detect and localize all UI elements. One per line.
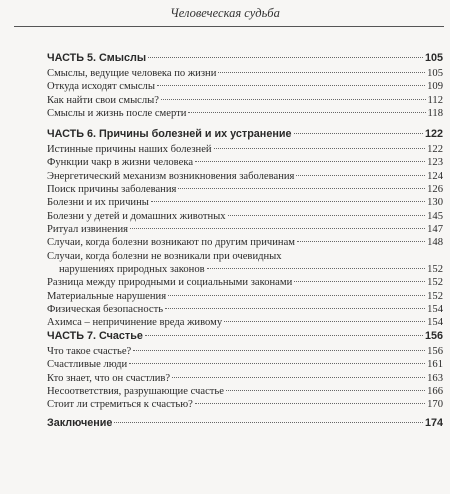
toc-entry xyxy=(47,223,443,236)
toc-entry-title: Кто знает, что он счастлив? xyxy=(47,372,171,384)
toc-entry-page: 124 xyxy=(427,170,443,182)
toc-entry-title: Ахимса – непричинение вреда живому xyxy=(47,317,223,329)
toc-heading-page: 156 xyxy=(424,330,443,342)
toc-entry xyxy=(47,210,443,223)
dot-leader xyxy=(188,112,425,113)
dot-leader xyxy=(195,403,425,404)
toc-heading xyxy=(47,415,443,431)
toc-section-part-5 xyxy=(47,50,443,120)
toc-entry-title: Болезни и их причины xyxy=(47,197,149,209)
toc-section-part-6 xyxy=(47,126,443,330)
toc-heading-title: ЧАСТЬ 5. Смыслы xyxy=(47,52,147,64)
toc-entry-page: 112 xyxy=(427,94,443,106)
running-header: Человеческая судьба xyxy=(170,6,280,20)
toc-entry-title: Смыслы и жизнь после смерти xyxy=(47,108,187,120)
toc-heading-page: 122 xyxy=(424,128,443,140)
dot-leader xyxy=(129,363,425,364)
dot-leader xyxy=(226,390,425,391)
dot-leader xyxy=(195,161,425,162)
toc-entry xyxy=(47,345,443,358)
dot-leader xyxy=(165,308,425,309)
toc-entry-page: 166 xyxy=(427,386,443,398)
dot-leader xyxy=(168,295,425,296)
toc-entry xyxy=(47,156,443,169)
toc-entry-page: 130 xyxy=(427,197,443,209)
dot-leader xyxy=(172,377,425,378)
dot-leader xyxy=(296,175,425,176)
toc-entry xyxy=(47,303,443,316)
toc-entry-page: 148 xyxy=(427,237,443,249)
toc-heading-title: Заключение xyxy=(47,417,113,429)
toc-entry xyxy=(47,94,443,107)
toc-entry-page: 161 xyxy=(427,359,443,371)
toc-entry xyxy=(47,385,443,398)
dot-leader xyxy=(228,215,426,216)
toc-entry-title: Откуда исходят смыслы xyxy=(47,81,155,93)
toc-entry xyxy=(47,398,443,411)
toc-heading-page: 105 xyxy=(424,52,443,64)
toc-entry-continuation xyxy=(47,263,443,276)
toc-heading xyxy=(47,126,443,142)
toc-entry-title: Случаи, когда болезни возникают по другим причинам xyxy=(47,237,295,249)
toc-entry-page: 154 xyxy=(427,317,443,329)
toc-entry xyxy=(47,107,443,120)
dot-leader xyxy=(114,422,423,423)
toc-entry-title: Счастливые люди xyxy=(47,359,128,371)
dot-leader xyxy=(207,268,425,269)
toc-entry xyxy=(47,170,443,183)
toc-entry-title: Стоит ли стремиться к счастью? xyxy=(47,399,193,411)
toc-entry-title: Энергетический механизм возникновения заболевания xyxy=(47,170,295,182)
toc-heading-title: ЧАСТЬ 6. Причины болезней и их устранение xyxy=(47,128,292,140)
toc-entry-page: 170 xyxy=(427,399,443,411)
toc-entry xyxy=(47,250,443,263)
toc-entry-title: Что такое счастье? xyxy=(47,346,132,357)
toc-heading-page: 174 xyxy=(424,417,443,429)
dot-leader xyxy=(133,350,425,351)
toc-entry-title: Физическая безопасность xyxy=(47,304,164,316)
dot-leader xyxy=(224,321,425,322)
toc-entry-page: 152 xyxy=(427,277,443,289)
toc-entry-page: 163 xyxy=(427,372,443,384)
toc-entry-title: Ритуал извинения xyxy=(47,224,129,236)
dot-leader xyxy=(161,99,426,100)
toc-entry-title: Функции чакр в жизни человека xyxy=(47,157,194,169)
dot-leader xyxy=(145,335,423,336)
toc-entry-page: 105 xyxy=(427,68,443,79)
dot-leader xyxy=(178,188,425,189)
toc-section-conclusion xyxy=(47,415,443,431)
dot-leader xyxy=(297,241,425,242)
dot-leader xyxy=(151,201,425,202)
toc-entry-page: 147 xyxy=(427,224,443,236)
toc-entry-page: 123 xyxy=(427,157,443,169)
toc-entry-title: Как найти свои смыслы? xyxy=(47,94,159,106)
toc-heading xyxy=(47,328,443,344)
toc-entry-title: Материальные нарушения xyxy=(47,290,167,302)
toc-entry xyxy=(47,143,443,156)
toc-entry xyxy=(47,67,443,80)
toc-entry xyxy=(47,236,443,249)
toc-entry-title: Случаи, когда болезни не возникали при очевидных xyxy=(47,250,282,262)
toc-entry-page: 118 xyxy=(427,108,443,120)
dot-leader xyxy=(157,85,425,86)
dot-leader xyxy=(294,133,423,134)
toc-entry-page: 154 xyxy=(427,304,443,316)
dot-leader xyxy=(218,72,425,73)
dot-leader xyxy=(130,228,425,229)
toc-entry-title: Поиск причины заболевания xyxy=(47,184,177,196)
toc-entry-page: 152 xyxy=(427,290,443,302)
toc-heading-title: ЧАСТЬ 7. Счастье xyxy=(47,330,143,342)
toc-entry xyxy=(47,80,443,93)
dot-leader xyxy=(148,57,423,58)
toc-entry-page: 152 xyxy=(427,264,443,276)
toc-entry-page: 109 xyxy=(427,81,443,93)
dot-leader xyxy=(294,281,425,282)
header-rule xyxy=(14,26,444,27)
toc-entry-page: 126 xyxy=(427,184,443,196)
toc-entry-page: 145 xyxy=(427,210,443,222)
toc-entry-title: нарушениях природных законов xyxy=(59,264,205,276)
dot-leader xyxy=(214,148,426,149)
toc-entry-title: Болезни у детей и домашних животных xyxy=(47,210,226,222)
toc-entry xyxy=(47,290,443,303)
toc-heading xyxy=(47,50,443,66)
toc-entry xyxy=(47,183,443,196)
toc-entry-title: Истинные причины наших болезней xyxy=(47,144,212,155)
toc-section-part-7 xyxy=(47,328,443,412)
toc-entry-page: 122 xyxy=(427,144,443,155)
toc-entry xyxy=(47,358,443,371)
toc-entry xyxy=(47,276,443,289)
toc-entry-title: Разница между природными и социальными законами xyxy=(47,277,293,289)
toc-entry-page: 156 xyxy=(427,346,443,357)
toc-entry xyxy=(47,196,443,209)
toc-entry xyxy=(47,372,443,385)
toc-entry-title: Смыслы, ведущие человека по жизни xyxy=(47,68,217,79)
toc-entry-title: Несоответствия, разрушающие счастье xyxy=(47,386,224,398)
